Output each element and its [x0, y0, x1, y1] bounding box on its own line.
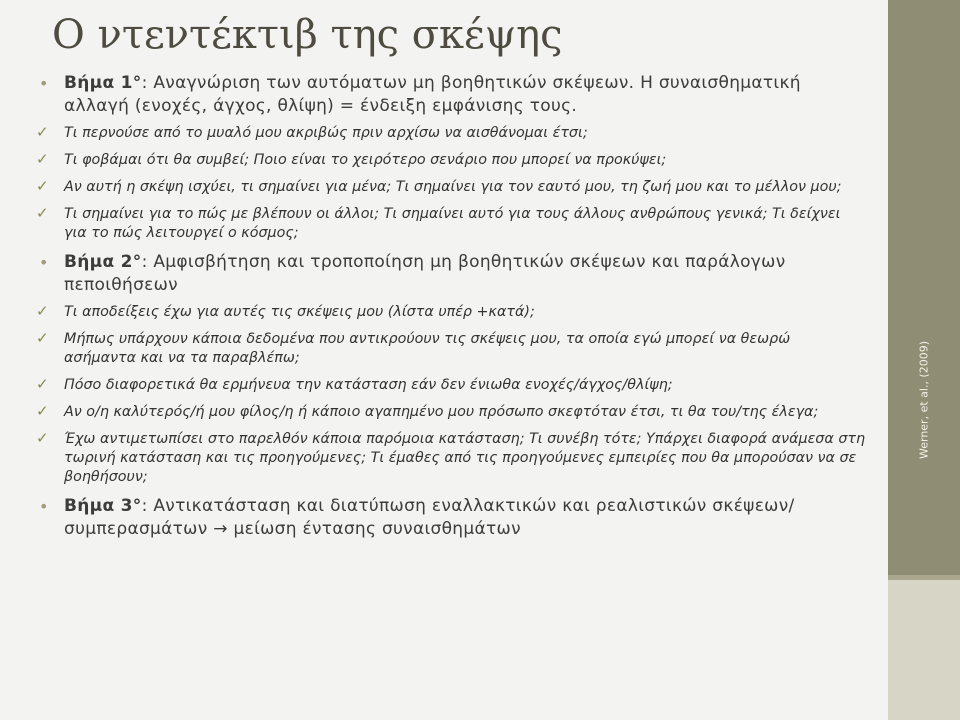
check-list-item — [36, 403, 866, 422]
checkmark-icon: ✓ — [36, 402, 49, 420]
item-text: Τι αποδείξεις έχω για αυτές τις σκέψεις μου (λίστα υπέρ +κατά); — [64, 304, 535, 320]
item-text: Αν ο/η καλύτερός/ή μου φίλος/η ή κάποιο αγαπημένο μου πρόσωπο σκεφτόταν έτσι, τι θα του/της έλεγα; — [64, 404, 819, 420]
checkmark-icon: ✓ — [36, 329, 49, 347]
item-text: : Αντικατάσταση και διατύπωση εναλλακτικών και ρεαλιστικών σκέψεων/ συμπερασμάτων → μείωση έντασης συναισθημάτων — [64, 496, 795, 539]
check-list-item — [36, 330, 866, 368]
check-list-item — [36, 124, 866, 143]
check-list-item — [36, 430, 866, 487]
check-list-item — [36, 303, 866, 322]
step-label: Βήμα 3° — [64, 496, 142, 516]
item-text: Πόσο διαφορετικά θα ερμήνευα την κατάσταση εάν δεν ένιωθα ενοχές/άγχος/θλίψη; — [64, 377, 673, 393]
item-text: Τι φοβάμαι ότι θα συμβεί; Ποιο είναι το χειρότερο σενάριο που μπορεί να προκύψει; — [64, 152, 667, 168]
slide-content — [36, 72, 866, 547]
item-text: : Αμφισβήτηση και τροποποίηση μη βοηθητικών σκέψεων και παράλογων πεποιθήσεων — [64, 252, 786, 295]
check-list-item — [36, 205, 866, 243]
step-label: Βήμα 1° — [64, 73, 142, 93]
bullet-icon: • — [39, 253, 49, 272]
check-list-item — [36, 376, 866, 395]
checkmark-icon: ✓ — [36, 204, 49, 222]
step-label: Βήμα 2° — [64, 252, 142, 272]
item-text: Μήπως υπάρχουν κάποια δεδομένα που αντικρούουν τις σκέψεις μου, τα οποία εγώ μπορεί να θεωρώ ασήμαντα και να τα παραβλέπω; — [64, 331, 791, 366]
checkmark-icon: ✓ — [36, 375, 49, 393]
step-bullet-item — [36, 251, 866, 297]
slide-title: Ο ντεντέκτιβ της σκέψης — [52, 12, 563, 58]
item-text: Τι περνούσε από το μυαλό μου ακριβώς πριν αρχίσω να αισθάνομαι έτσι; — [64, 125, 588, 141]
side-citation: Werner, et al., (2009) — [917, 340, 931, 460]
item-text: : Αναγνώριση των αυτόματων μη βοηθητικών σκέψεων. Η συναισθηματική αλλαγή (ενοχές, άγχος, θλίψη) = ένδειξη εμφάνισης τους. — [64, 73, 801, 116]
sidebar-panel — [888, 0, 960, 575]
sidebar-footer-panel — [888, 575, 960, 720]
item-text: Τι σημαίνει για το πώς με βλέπουν οι άλλοι; Τι σημαίνει αυτό για τους άλλους ανθρώπους γενικά; Τι δείχνει για το πώς λειτουργεί ο κόσμος; — [64, 206, 841, 241]
item-text: Αν αυτή η σκέψη ισχύει, τι σημαίνει για μένα; Τι σημαίνει για τον εαυτό μου, τη ζωή μου και το μέλλον μου; — [64, 179, 842, 195]
item-text: Έχω αντιμετωπίσει στο παρελθόν κάποια παρόμοια κατάσταση; Τι συνέβη τότε; Υπάρχει διαφορά ανάμεσα στη τωρινή κατάσταση και τις προηγούμενες; Τι έμαθες από τις προηγούμενες εμπειρίες που θα μπορούσαν να σε βοηθήσουν; — [64, 431, 866, 485]
step-bullet-item — [36, 495, 866, 541]
checkmark-icon: ✓ — [36, 177, 49, 195]
check-list-item — [36, 178, 866, 197]
sidebar-divider — [888, 575, 960, 580]
checkmark-icon: ✓ — [36, 429, 49, 447]
step-bullet-item — [36, 72, 866, 118]
checkmark-icon: ✓ — [36, 302, 49, 320]
checkmark-icon: ✓ — [36, 123, 49, 141]
checkmark-icon: ✓ — [36, 150, 49, 168]
check-list-item — [36, 151, 866, 170]
bullet-icon: • — [39, 497, 49, 516]
bullet-icon: • — [39, 74, 49, 93]
